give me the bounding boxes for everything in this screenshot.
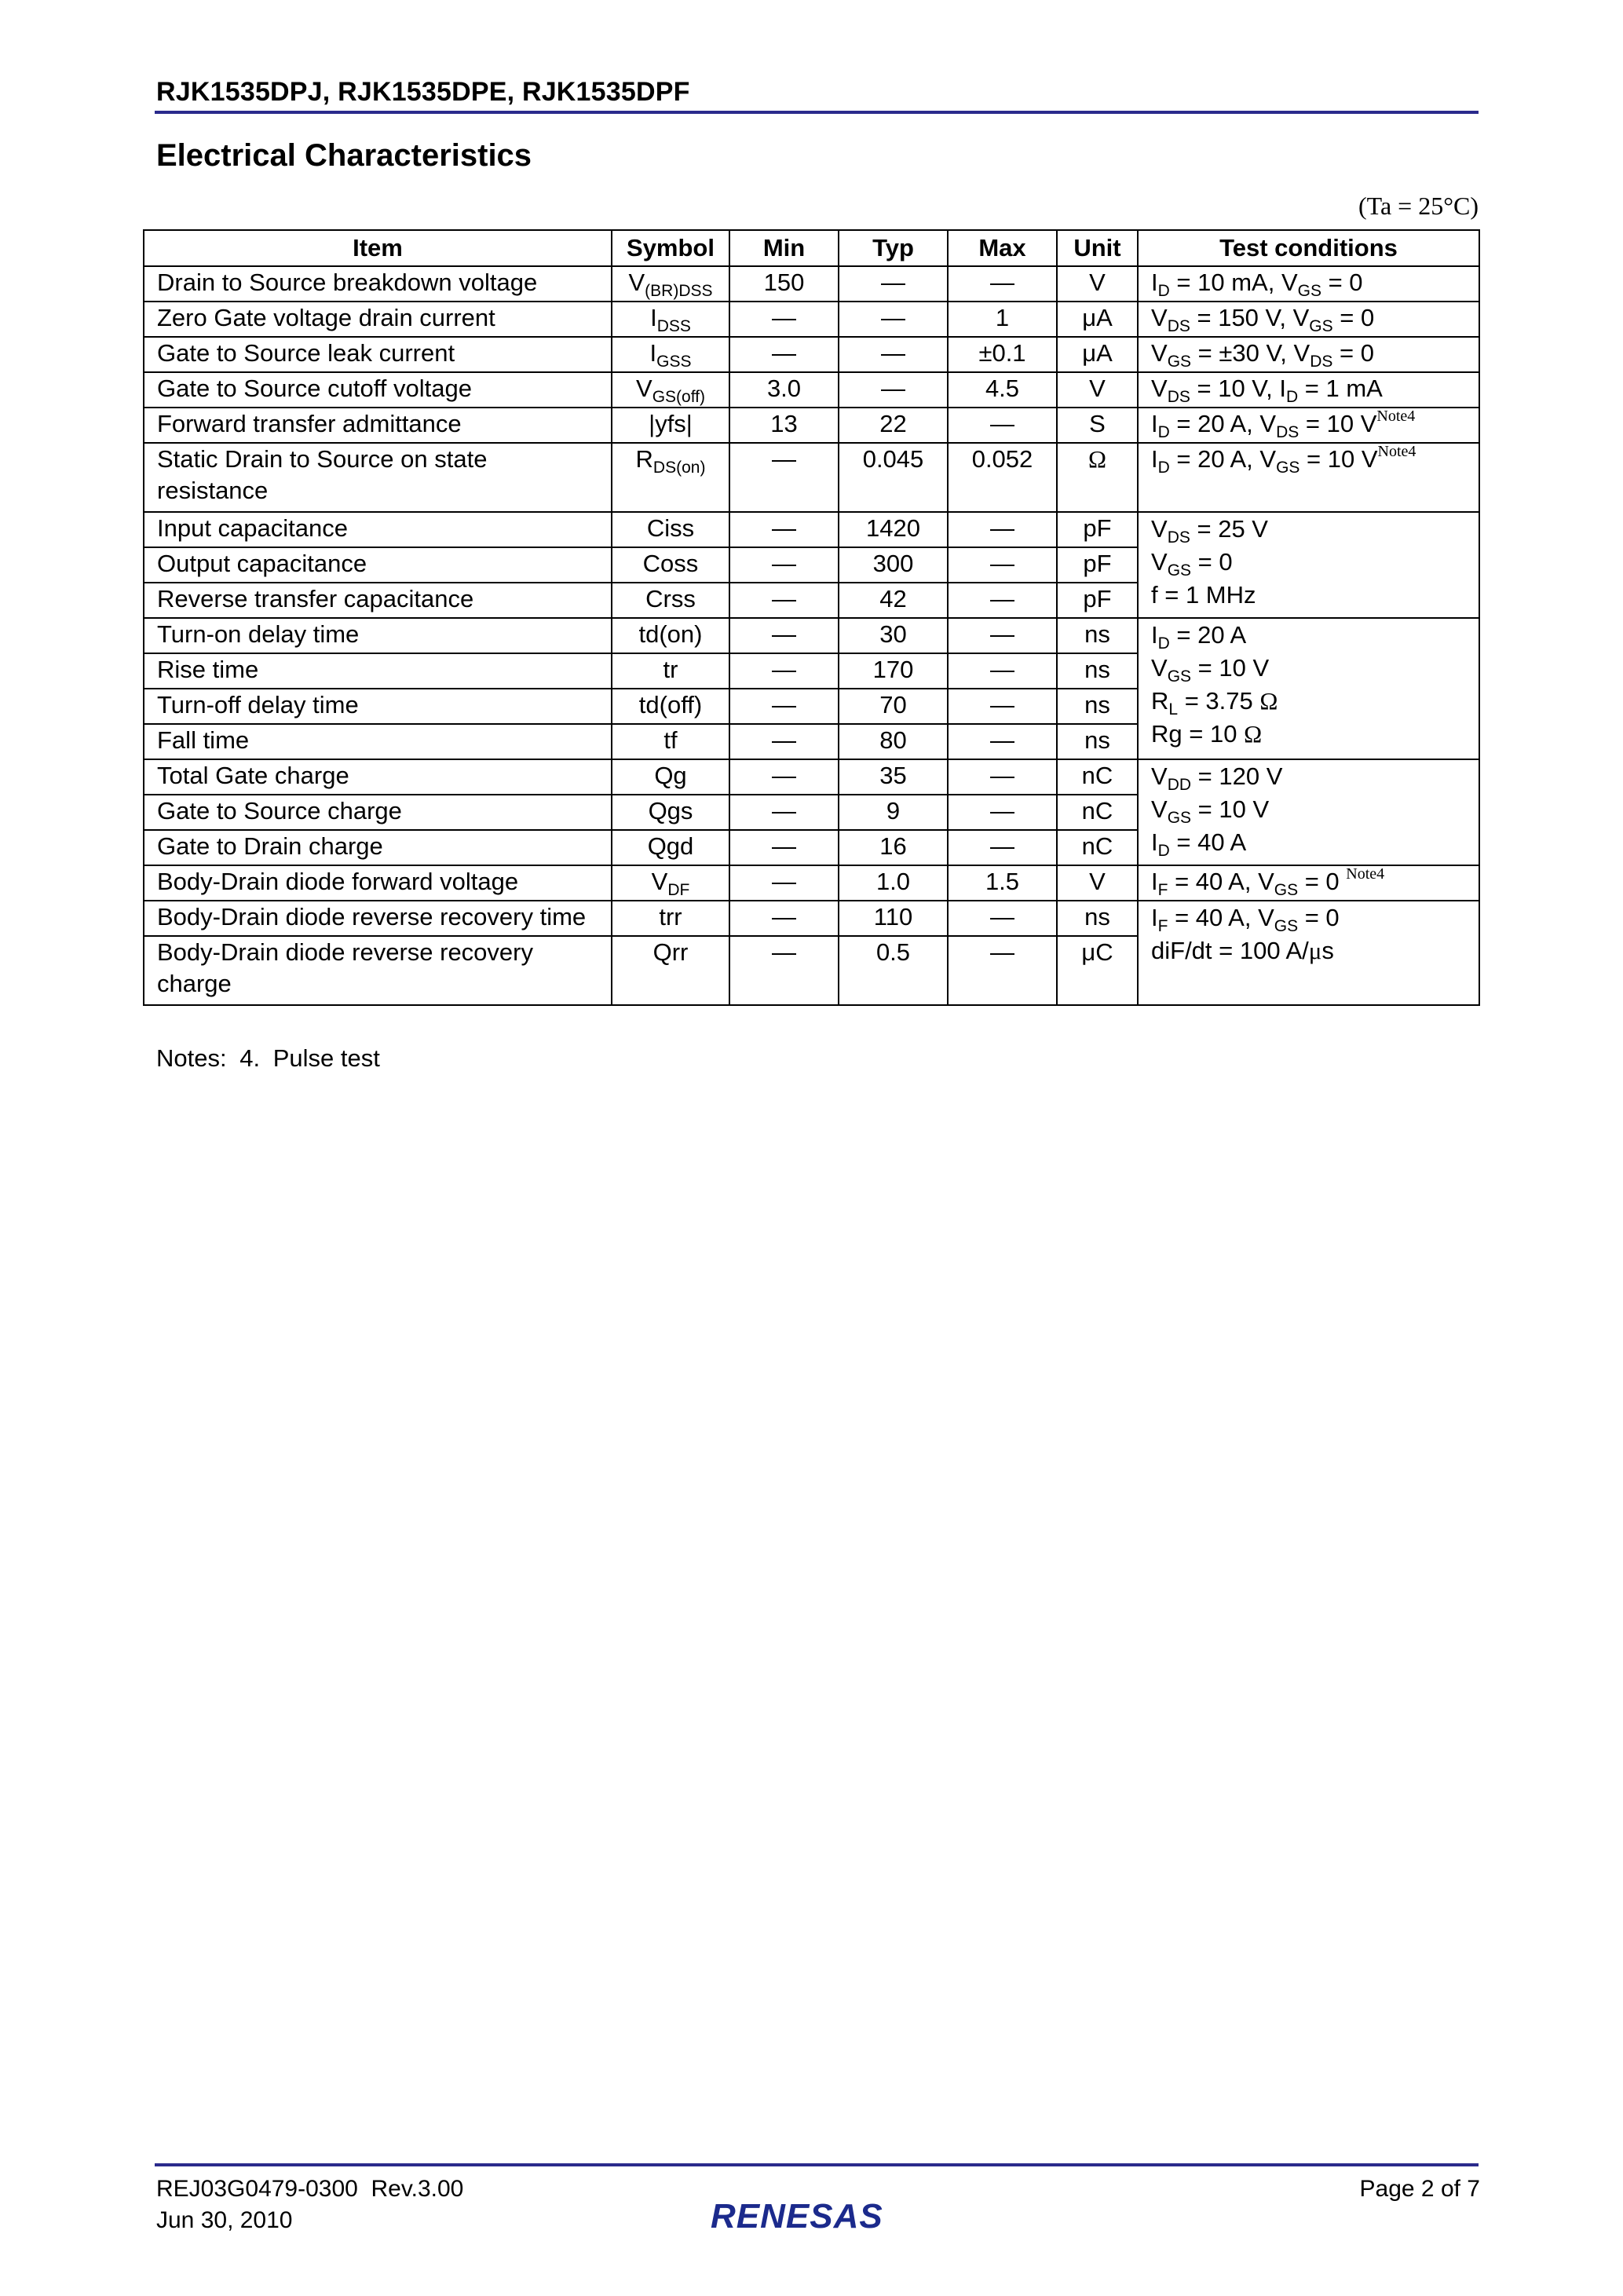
test-condition-cell: $V_{GS} = \pm 30$ V, $V_{DS} = 0$ <box>1138 337 1479 372</box>
table-row <box>144 901 1479 936</box>
section-title: Electrical Characteristics <box>156 138 532 173</box>
symbol-cell: $V_{DF}$ <box>612 865 729 901</box>
unit-cell: μA <box>1057 302 1138 337</box>
min-cell: — <box>729 936 839 1005</box>
max-cell: — <box>948 547 1057 583</box>
column-header: Min <box>729 230 839 266</box>
item-cell: Zero Gate voltage drain current <box>144 302 612 337</box>
unit-cell: pF <box>1057 512 1138 547</box>
typ-cell: 300 <box>839 547 948 583</box>
test-condition-cell: $I_F = 40$ A, $V_{GS} = 0$ $^{Note4}$ <box>1138 865 1479 901</box>
max-cell: — <box>948 408 1057 443</box>
table-row <box>144 266 1479 302</box>
typ-cell: — <box>839 266 948 302</box>
max-cell: — <box>948 759 1057 795</box>
min-cell: 150 <box>729 266 839 302</box>
typ-cell: 70 <box>839 689 948 724</box>
unit-cell: μC <box>1057 936 1138 1005</box>
max-cell: — <box>948 795 1057 830</box>
symbol-cell: $I_{GSS}$ <box>612 337 729 372</box>
ambient-condition: (Ta = 25°C) <box>1358 192 1479 220</box>
symbol-cell: $V_{(BR)DSS}$ <box>612 266 729 302</box>
typ-cell: 1420 <box>839 512 948 547</box>
max-cell: — <box>948 830 1057 865</box>
item-cell: Gate to Source cutoff voltage <box>144 372 612 408</box>
electrical-characteristics-table <box>143 229 1480 1006</box>
min-cell: — <box>729 547 839 583</box>
test-condition-cell: $V_{DS} = 150$ V, $V_{GS} = 0$ <box>1138 302 1479 337</box>
symbol-cell: |yfs| <box>612 408 729 443</box>
min-cell: — <box>729 653 839 689</box>
table-row <box>144 618 1479 653</box>
max-cell: — <box>948 583 1057 618</box>
symbol-cell: Coss <box>612 547 729 583</box>
item-cell: Rise time <box>144 653 612 689</box>
table-row <box>144 337 1479 372</box>
min-cell: — <box>729 337 839 372</box>
note-text: Pulse test <box>272 1044 380 1072</box>
table-row <box>144 372 1479 408</box>
typ-cell: 170 <box>839 653 948 689</box>
item-cell: Output capacitance <box>144 547 612 583</box>
symbol-cell: Qg <box>612 759 729 795</box>
notes-label: Notes: <box>156 1044 227 1072</box>
max-cell: 1.5 <box>948 865 1057 901</box>
table-row <box>144 759 1479 795</box>
max-cell: — <box>948 653 1057 689</box>
test-condition-cell-capacitance: $V_{DS} = 25$ V $V_{GS} = 0$ f = 1 MHz <box>1138 512 1479 618</box>
item-cell: Turn-on delay time <box>144 618 612 653</box>
typ-cell: 9 <box>839 795 948 830</box>
table-row <box>144 865 1479 901</box>
header-rule <box>155 111 1479 114</box>
column-header: Symbol <box>612 230 729 266</box>
column-header: Test conditions <box>1138 230 1479 266</box>
symbol-cell: tr <box>612 653 729 689</box>
item-cell: Body-Drain diode forward voltage <box>144 865 612 901</box>
max-cell: — <box>948 512 1057 547</box>
max-cell: ±0.1 <box>948 337 1057 372</box>
symbol-cell: Ciss <box>612 512 729 547</box>
note-reference: Note4 <box>1346 865 1385 883</box>
unit-cell: ns <box>1057 653 1138 689</box>
document-date: Jun 30, 2010 <box>156 2207 293 2233</box>
min-cell: — <box>729 689 839 724</box>
symbol-cell: td(on) <box>612 618 729 653</box>
min-cell: — <box>729 583 839 618</box>
unit-cell: nC <box>1057 830 1138 865</box>
item-cell: Reverse transfer capacitance <box>144 583 612 618</box>
table-row <box>144 512 1479 547</box>
unit-cell: ns <box>1057 901 1138 936</box>
footer-rule <box>155 2163 1479 2166</box>
column-header: Unit <box>1057 230 1138 266</box>
min-cell: — <box>729 795 839 830</box>
note-reference: Note4 <box>1376 408 1416 425</box>
item-cell: Fall time <box>144 724 612 759</box>
symbol-cell: tf <box>612 724 729 759</box>
test-condition-cell-switching: $I_D = 20$ A $V_{GS} = 10$ V $R_L = 3.75$ Ω Rg = 10 Ω <box>1138 618 1479 759</box>
item-cell: Forward transfer admittance <box>144 408 612 443</box>
max-cell: 4.5 <box>948 372 1057 408</box>
symbol-cell: Qgs <box>612 795 729 830</box>
typ-cell: 35 <box>839 759 948 795</box>
min-cell: — <box>729 618 839 653</box>
typ-cell: 110 <box>839 901 948 936</box>
table-row <box>144 443 1479 512</box>
table-header-row <box>144 230 1479 266</box>
item-cell: Gate to Source leak current <box>144 337 612 372</box>
unit-cell: V <box>1057 865 1138 901</box>
max-cell: — <box>948 724 1057 759</box>
max-cell: — <box>948 936 1057 1005</box>
min-cell: — <box>729 512 839 547</box>
typ-cell: 0.045 <box>839 443 948 512</box>
note-number: 4. <box>239 1044 261 1072</box>
min-cell: — <box>729 901 839 936</box>
min-cell: 13 <box>729 408 839 443</box>
document-header-title: RJK1535DPJ, RJK1535DPE, RJK1535DPF <box>156 77 690 107</box>
max-cell: — <box>948 689 1057 724</box>
symbol-cell: Qrr <box>612 936 729 1005</box>
max-cell: — <box>948 618 1057 653</box>
min-cell: — <box>729 830 839 865</box>
min-cell: — <box>729 865 839 901</box>
unit-cell: nC <box>1057 795 1138 830</box>
renesas-logo: RENESAS <box>711 2197 883 2236</box>
footer-left <box>156 2174 463 2236</box>
unit-cell: Ω <box>1057 443 1138 512</box>
item-cell: Drain to Source breakdown voltage <box>144 266 612 302</box>
typ-cell: 16 <box>839 830 948 865</box>
column-header: Max <box>948 230 1057 266</box>
column-header: Typ <box>839 230 948 266</box>
item-cell: Input capacitance <box>144 512 612 547</box>
unit-cell: ns <box>1057 689 1138 724</box>
typ-cell: 42 <box>839 583 948 618</box>
max-cell: — <box>948 266 1057 302</box>
symbol-cell: Crss <box>612 583 729 618</box>
document-id: REJ03G0479-0300 Rev.3.00 <box>156 2176 464 2202</box>
test-condition-cell-gate-charge: $V_{DD} = 120$ V $V_{GS} = 10$ V $I_D = 40$ A <box>1138 759 1479 865</box>
symbol-cell: $V_{GS(off)}$ <box>612 372 729 408</box>
item-cell: Body-Drain diode reverse recovery time <box>144 901 612 936</box>
unit-cell: pF <box>1057 547 1138 583</box>
test-condition-cell: $I_D = 20$ A, $V_{GS} = 10$ $V^{Note4}$ <box>1138 443 1479 512</box>
typ-cell: 0.5 <box>839 936 948 1005</box>
min-cell: — <box>729 724 839 759</box>
unit-cell: S <box>1057 408 1138 443</box>
note-reference: Note4 <box>1377 443 1416 460</box>
symbol-cell: td(off) <box>612 689 729 724</box>
page-number: Page 2 of 7 <box>1359 2176 1480 2202</box>
unit-cell: pF <box>1057 583 1138 618</box>
typ-cell: 80 <box>839 724 948 759</box>
symbol-cell: $I_{DSS}$ <box>612 302 729 337</box>
item-cell: Total Gate charge <box>144 759 612 795</box>
unit-cell: V <box>1057 372 1138 408</box>
item-cell: Gate to Drain charge <box>144 830 612 865</box>
unit-cell: nC <box>1057 759 1138 795</box>
symbol-cell: $R_{DS(on)}$ <box>612 443 729 512</box>
unit-cell: ns <box>1057 724 1138 759</box>
symbol-cell: Qgd <box>612 830 729 865</box>
table-notes <box>156 1044 386 1073</box>
table-row <box>144 408 1479 443</box>
unit-cell: ns <box>1057 618 1138 653</box>
max-cell: 1 <box>948 302 1057 337</box>
test-condition-cell-reverse-recovery: $I_F = 40$ A, $V_{GS} = 0$ diF/dt = 100 A/μs <box>1138 901 1479 1005</box>
unit-cell: μA <box>1057 337 1138 372</box>
min-cell: — <box>729 759 839 795</box>
min-cell: — <box>729 302 839 337</box>
typ-cell: 1.0 <box>839 865 948 901</box>
typ-cell: — <box>839 337 948 372</box>
typ-cell: — <box>839 302 948 337</box>
max-cell: 0.052 <box>948 443 1057 512</box>
min-cell: — <box>729 443 839 512</box>
typ-cell: — <box>839 372 948 408</box>
unit-cell: V <box>1057 266 1138 302</box>
test-condition-cell: $I_D = 10$ mA, $V_{GS} = 0$ <box>1138 266 1479 302</box>
min-cell: 3.0 <box>729 372 839 408</box>
item-cell: Turn-off delay time <box>144 689 612 724</box>
test-condition-cell: $I_D = 20$ A, $V_{DS} = 10$ $V^{Note4}$ <box>1138 408 1479 443</box>
item-cell: Body-Drain diode reverse recovery charge <box>144 936 612 1005</box>
item-cell: Gate to Source charge <box>144 795 612 830</box>
table-row <box>144 302 1479 337</box>
typ-cell: 22 <box>839 408 948 443</box>
test-condition-cell: $V_{DS} = 10$ V, $I_D = 1$ mA <box>1138 372 1479 408</box>
item-cell: Static Drain to Source on state resistance <box>144 443 612 512</box>
column-header: Item <box>144 230 612 266</box>
max-cell: — <box>948 901 1057 936</box>
symbol-cell: trr <box>612 901 729 936</box>
typ-cell: 30 <box>839 618 948 653</box>
